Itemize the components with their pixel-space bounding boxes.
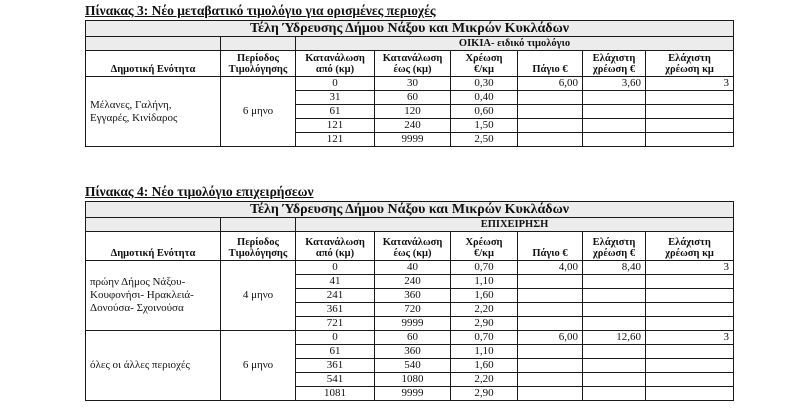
header-line: από (κμ) (315, 64, 355, 75)
header-line: χρέωση κμ (665, 64, 714, 75)
rate-per-m3: 0,70 (451, 331, 518, 345)
fixed-fee (518, 373, 583, 387)
min-charge (583, 303, 646, 317)
min-charge-m3 (646, 133, 734, 147)
area-line: Εγγαρές, Κινίδαρος (90, 111, 178, 124)
col-min-charge-header (583, 51, 646, 77)
area-name (86, 261, 221, 331)
min-charge (583, 373, 646, 387)
min-charge (583, 91, 646, 105)
table-title: Τέλη Ύδρευσης Δήμου Νάξου και Μικρών Κυκλάδων (86, 21, 734, 37)
consumption-from: 0 (296, 331, 375, 345)
min-charge-m3 (646, 91, 734, 105)
header-line: χρέωση € (592, 64, 636, 75)
min-charge-m3: 3 (646, 331, 734, 345)
header-line: Ελάχιστη (592, 237, 636, 248)
billing-period: 4 μηνο (221, 261, 296, 331)
table-title: Τέλη Ύδρευσης Δήμου Νάξου και Μικρών Κυκλάδων (86, 202, 734, 218)
consumption-to: 9999 (375, 133, 451, 147)
consumption-to: 540 (375, 359, 451, 373)
header-line: Χρέωση (465, 53, 503, 64)
column-header-row (86, 51, 734, 77)
consumption-to: 40 (375, 261, 451, 275)
col-area-header (86, 232, 221, 261)
header-line: Δημοτική Ενότητα (110, 64, 196, 75)
min-charge-m3 (646, 289, 734, 303)
header-line: Πάγιο € (532, 248, 568, 259)
consumption-to: 240 (375, 119, 451, 133)
consumption-from: 0 (296, 77, 375, 91)
rate-per-m3: 1,60 (451, 289, 518, 303)
header-line: Περίοδος (237, 237, 279, 248)
min-charge-m3 (646, 119, 734, 133)
consumption-from: 121 (296, 119, 375, 133)
header-line: Ελάχιστη (668, 53, 711, 64)
min-charge-m3 (646, 105, 734, 119)
min-charge-m3: 3 (646, 77, 734, 91)
min-charge-m3 (646, 359, 734, 373)
table-4-business-tariff (85, 201, 734, 401)
rate-per-m3: 1,50 (451, 119, 518, 133)
consumption-from: 1081 (296, 387, 375, 401)
min-charge-m3 (646, 345, 734, 359)
consumption-to: 60 (375, 91, 451, 105)
rate-per-m3: 0,40 (451, 91, 518, 105)
area-name (86, 331, 221, 401)
consumption-to: 120 (375, 105, 451, 119)
fixed-fee (518, 303, 583, 317)
consumption-from: 0 (296, 261, 375, 275)
rate-per-m3: 1,10 (451, 275, 518, 289)
table-row (86, 331, 734, 345)
header-line: Κατανάλωση (382, 53, 443, 64)
consumption-from: 361 (296, 303, 375, 317)
fixed-fee (518, 289, 583, 303)
fixed-fee (518, 317, 583, 331)
consumption-from: 61 (296, 345, 375, 359)
consumption-to: 60 (375, 331, 451, 345)
consumption-to: 9999 (375, 387, 451, 401)
fixed-fee (518, 345, 583, 359)
header-line: Κατανάλωση (305, 237, 365, 248)
min-charge (583, 105, 646, 119)
category-label: ΟΙΚΙΑ- ειδικό τιμολόγιο (296, 37, 734, 51)
fixed-fee (518, 387, 583, 401)
rate-per-m3: 1,60 (451, 359, 518, 373)
min-charge (583, 387, 646, 401)
fixed-fee (518, 275, 583, 289)
billing-period: 6 μηνο (221, 77, 296, 147)
category-label: ΕΠΙΧΕΙΡΗΣΗ (296, 218, 734, 232)
table-row (86, 77, 734, 91)
min-charge (583, 275, 646, 289)
min-charge-m3 (646, 275, 734, 289)
table-3-heading: Πίνακας 3: Νέο μεταβατικό τιμολόγιο για ορισμένες περιοχές (85, 3, 436, 18)
col-to-header (375, 51, 451, 77)
min-charge-m3 (646, 303, 734, 317)
consumption-from: 361 (296, 359, 375, 373)
rate-per-m3: 2,20 (451, 373, 518, 387)
fixed-fee: 6,00 (518, 331, 583, 345)
consumption-from: 61 (296, 105, 375, 119)
consumption-from: 31 (296, 91, 375, 105)
empty-cell (221, 218, 296, 232)
header-line: Δημοτική Ενότητα (110, 248, 196, 259)
rate-per-m3: 2,20 (451, 303, 518, 317)
billing-period: 6 μηνο (221, 331, 296, 401)
table-row (86, 261, 734, 275)
header-line: €/κμ (474, 248, 494, 259)
min-charge-m3 (646, 373, 734, 387)
area-name (86, 77, 221, 147)
consumption-to: 1080 (375, 373, 451, 387)
col-fixed-header (518, 51, 583, 77)
empty-cell (221, 37, 296, 51)
min-charge: 3,60 (583, 77, 646, 91)
fixed-fee (518, 91, 583, 105)
consumption-from: 541 (296, 373, 375, 387)
col-fixed-header (518, 232, 583, 261)
empty-cell (86, 37, 221, 51)
area-line: πρώην Δήμος Νάξου- (90, 276, 186, 288)
header-line: από (κμ) (315, 248, 355, 259)
col-min-charge-header (583, 232, 646, 261)
consumption-to: 30 (375, 77, 451, 91)
col-from-header (296, 232, 375, 261)
header-line: Κατανάλωση (382, 237, 443, 248)
area-line: Κουφονήσι- Ηρακλειά- (90, 289, 194, 301)
min-charge (583, 289, 646, 303)
fixed-fee (518, 133, 583, 147)
header-line: χρέωση € (592, 248, 636, 259)
header-line: Χρέωση (465, 237, 503, 248)
min-charge (583, 133, 646, 147)
header-line: Ελάχιστη (668, 237, 711, 248)
header-line: Περίοδος (237, 53, 279, 64)
col-to-header (375, 232, 451, 261)
col-period-header (221, 51, 296, 77)
min-charge-m3 (646, 387, 734, 401)
fixed-fee: 4,00 (518, 261, 583, 275)
rate-per-m3: 1,10 (451, 345, 518, 359)
header-line: έως (κμ) (393, 64, 432, 75)
min-charge (583, 345, 646, 359)
col-min-km-header (646, 232, 734, 261)
rate-per-m3: 0,30 (451, 77, 518, 91)
min-charge-m3: 3 (646, 261, 734, 275)
empty-cell (86, 218, 221, 232)
min-charge: 8,40 (583, 261, 646, 275)
header-line: Κατανάλωση (305, 53, 365, 64)
header-line: χρέωση κμ (665, 248, 714, 259)
min-charge (583, 119, 646, 133)
header-line: Τιμολόγησης (228, 64, 288, 75)
consumption-to: 240 (375, 275, 451, 289)
consumption-from: 121 (296, 133, 375, 147)
category-row (86, 37, 734, 51)
header-line: Ελάχιστη (592, 53, 636, 64)
col-area-header (86, 51, 221, 77)
col-rate-header (451, 51, 518, 77)
fixed-fee (518, 359, 583, 373)
table-3-residential-tariff (85, 20, 734, 147)
table-4-heading: Πίνακας 4: Νέο τιμολόγιο επιχειρήσεων (85, 184, 314, 199)
fixed-fee: 6,00 (518, 77, 583, 91)
min-charge (583, 317, 646, 331)
header-line: Πάγιο € (532, 64, 568, 75)
header-line: έως (κμ) (393, 248, 432, 259)
consumption-to: 9999 (375, 317, 451, 331)
fixed-fee (518, 119, 583, 133)
consumption-from: 721 (296, 317, 375, 331)
consumption-to: 360 (375, 345, 451, 359)
rate-per-m3: 2,90 (451, 317, 518, 331)
col-period-header (221, 232, 296, 261)
area-line: Μέλανες, Γαλήνη, (90, 98, 172, 111)
rate-per-m3: 0,60 (451, 105, 518, 119)
rate-per-m3: 2,90 (451, 387, 518, 401)
consumption-to: 720 (375, 303, 451, 317)
consumption-to: 360 (375, 289, 451, 303)
header-line: €/κμ (474, 64, 494, 75)
column-header-row (86, 232, 734, 261)
consumption-from: 41 (296, 275, 375, 289)
area-line: Δονούσα- Σχοινούσα (90, 302, 184, 314)
min-charge: 12,60 (583, 331, 646, 345)
col-min-km-header (646, 51, 734, 77)
title-row (86, 21, 734, 37)
min-charge (583, 359, 646, 373)
col-from-header (296, 51, 375, 77)
header-line: Τιμολόγησης (228, 248, 288, 259)
area-line: όλες οι άλλες περιοχές (90, 359, 190, 371)
fixed-fee (518, 105, 583, 119)
col-rate-header (451, 232, 518, 261)
rate-per-m3: 0,70 (451, 261, 518, 275)
rate-per-m3: 2,50 (451, 133, 518, 147)
category-row (86, 218, 734, 232)
title-row (86, 202, 734, 218)
consumption-from: 241 (296, 289, 375, 303)
min-charge-m3 (646, 317, 734, 331)
